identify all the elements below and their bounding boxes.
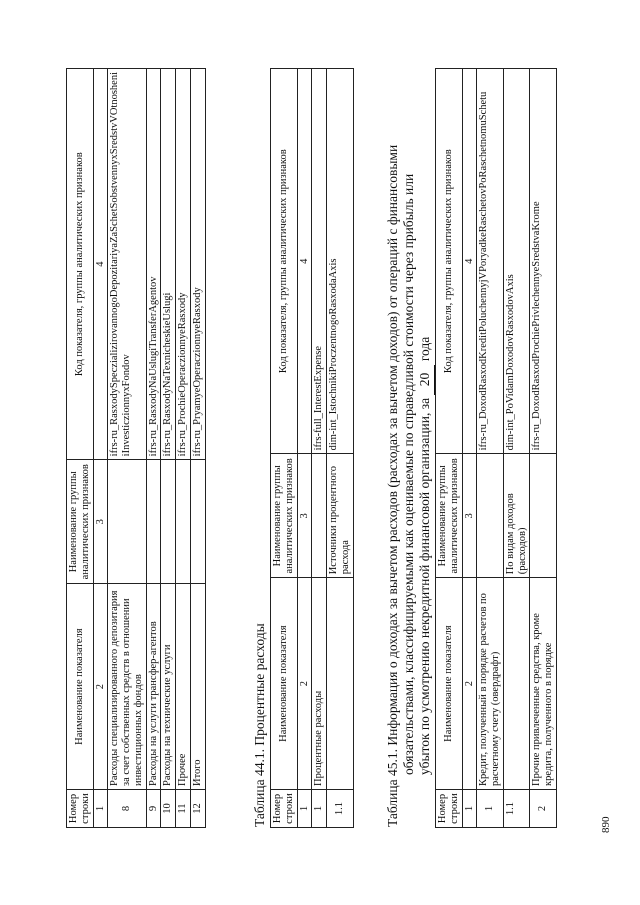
caption-text: убыток по усмотрению некредитной финансовой организации, за	[417, 397, 433, 775]
row-name	[327, 578, 354, 790]
row-number: 9	[146, 790, 161, 828]
table-liabilities-income	[435, 68, 557, 828]
header-row-number: Номер строки	[271, 790, 298, 828]
table-row	[530, 69, 557, 828]
row-name: Расходы на услуги трансфер-агентов	[146, 584, 161, 790]
row-code: ifrs-ru_RasxodyNaTexnicheskieUslugi	[161, 69, 176, 460]
row-group	[161, 460, 176, 584]
table-row	[477, 69, 504, 828]
row-code: dim-int_PoVidamDoxodovRasxodovAxis	[503, 69, 530, 454]
caption-text: года	[417, 336, 433, 362]
table-colnum-row	[93, 69, 108, 828]
row-name: Процентные расходы	[312, 578, 327, 790]
table-row	[312, 69, 327, 828]
colnum: 3	[93, 460, 108, 584]
header-indicator-name: Наименование показателя	[271, 578, 298, 790]
row-number: 10	[161, 790, 176, 828]
table-header-row	[67, 69, 94, 828]
row-name: Расходы специализированного депозитария за счет собственных средств в отношении инвестиционных фондов	[108, 584, 146, 790]
row-group	[312, 454, 327, 578]
header-group-name: Наименование группы аналитических признаков	[67, 460, 94, 584]
table-row	[503, 69, 530, 828]
row-name	[503, 578, 530, 790]
row-name: Кредит, полученный в порядке расчетов по расчетному счету (овердрафт)	[477, 578, 504, 790]
colnum: 2	[297, 578, 312, 790]
colnum: 2	[462, 578, 477, 790]
colnum: 1	[93, 790, 108, 828]
table-row	[146, 69, 161, 828]
caption-line: обязательствами, классифицируемыми как оцениваемые по справедливой стоимости через прибыль или	[401, 173, 417, 775]
row-code: ifrs-ru_PryamyeOperaczionnyeRasxody	[190, 69, 205, 460]
row-group	[176, 460, 191, 584]
colnum: 2	[93, 584, 108, 790]
caption-line: Таблица 45.1. Информация о доходах за вычетом расходов (расходах за вычетом доходов) от операций с финансовыми	[385, 144, 400, 827]
row-code: ifrs-ru_DoxodRasxodKreditPoluchennyjVPoryadkeRaschetovPoRaschetnomuSchetu	[477, 69, 504, 454]
row-group	[146, 460, 161, 584]
row-number: 8	[108, 790, 146, 828]
row-group	[190, 460, 205, 584]
row-number: 1.1	[503, 790, 530, 828]
caption-year: 20	[417, 365, 434, 395]
colnum: 3	[462, 454, 477, 578]
header-indicator-name: Наименование показателя	[67, 584, 94, 790]
page-number: 890	[600, 816, 612, 833]
header-group-name: Наименование группы аналитических признаков	[436, 454, 463, 578]
colnum: 1	[297, 790, 312, 828]
row-code: dim-int_IstochnikiProczentnogoRasxodaAxis	[327, 69, 354, 454]
colnum: 4	[93, 69, 108, 460]
row-group: Источники процентного расхода	[327, 454, 354, 578]
header-code: Код показателя, группы аналитических признаков	[271, 69, 298, 454]
row-number: 1	[312, 790, 327, 828]
table-colnum-row	[297, 69, 312, 828]
row-name: Прочие привлеченные средства, кроме кредита, полученного в порядке	[530, 578, 557, 790]
row-name: Расходы на технические услуги	[161, 584, 176, 790]
table-header-row	[271, 69, 298, 828]
row-group: По видам доходов (расходов)	[503, 454, 530, 578]
colnum: 1	[462, 790, 477, 828]
row-code: ifrs-ru_ProchieOperaczionnyeRasxody	[176, 69, 191, 460]
table-header-row	[436, 69, 463, 828]
colnum: 4	[462, 69, 477, 454]
header-group-name: Наименование группы аналитических признаков	[271, 454, 298, 578]
header-code: Код показателя, группы аналитических признаков	[67, 69, 94, 460]
table-row	[190, 69, 205, 828]
colnum: 3	[297, 454, 312, 578]
colnum: 4	[297, 69, 312, 454]
header-row-number: Номер строки	[67, 790, 94, 828]
row-name: Прочее	[176, 584, 191, 790]
row-name: Итого	[190, 584, 205, 790]
table-colnum-row	[462, 69, 477, 828]
row-number: 1	[477, 790, 504, 828]
caption-line	[417, 87, 434, 827]
header-indicator-name: Наименование показателя	[436, 578, 463, 790]
row-code: ifrs-full_InterestExpense	[312, 69, 327, 454]
row-number: 12	[190, 790, 205, 828]
row-code: ifrs-ru_DoxodRasxodProchiePrivlechennyeSredstvaKrome	[530, 69, 557, 454]
table-row	[161, 69, 176, 828]
row-number: 11	[176, 790, 191, 828]
row-group	[477, 454, 504, 578]
header-code: Код показателя, группы аналитических признаков	[436, 69, 463, 454]
table-row	[176, 69, 191, 828]
table-row	[108, 69, 146, 828]
table-interest-expense	[270, 68, 354, 828]
table-44-caption: Таблица 44.1. Процентные расходы	[252, 623, 267, 827]
header-row-number: Номер строки	[436, 790, 463, 828]
table-direct-expenses	[66, 68, 206, 828]
table-row	[327, 69, 354, 828]
row-group	[530, 454, 557, 578]
row-code: ifrs-ru_RasxodySpeczializirovannogoDepozitariyaZaSchetSobstvennyxSredstvVOtnosheniiInvesticzionnyxFondov	[108, 69, 146, 460]
row-code: ifrs-ru_RasxodyNaUslugiTransferAgentov	[146, 69, 161, 460]
row-group	[108, 460, 146, 584]
table-45-caption	[385, 87, 435, 827]
row-number: 2	[530, 790, 557, 828]
row-number: 1.1	[327, 790, 354, 828]
